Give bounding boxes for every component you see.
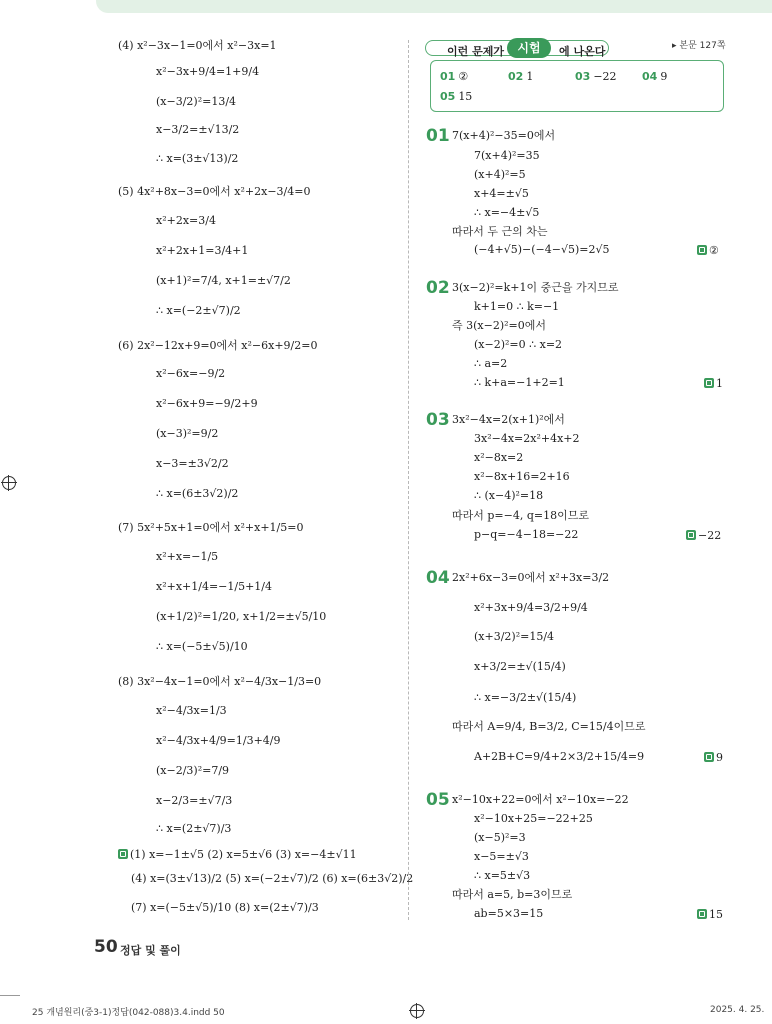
- left-line: (7) 5x²+5x+1=0에서 x²+x+1/5=0: [118, 521, 304, 534]
- solution-line: x²+3x+9/4=3/2+9/4: [474, 601, 588, 614]
- problem-number: 05: [426, 790, 450, 810]
- answer-summary-line: [118, 849, 357, 860]
- left-line: x²−4/3x=1/3: [156, 704, 227, 717]
- solution-line: 3(x−2)²=k+1이 중근을 가지므로: [452, 281, 619, 294]
- answer-icon: [118, 849, 128, 859]
- solution-line: 3x²−4x=2(x+1)²에서: [452, 413, 565, 426]
- solution-line: (−4+√5)−(−4−√5)=2√5: [474, 243, 610, 256]
- quick-answer-num: 02: [508, 70, 524, 83]
- footer-label: 정답 및 풀이: [120, 944, 181, 957]
- quick-answer: [440, 70, 468, 83]
- answer-icon: [704, 378, 714, 388]
- solution-line: 즉 3(x−2)²=0에서: [452, 319, 546, 332]
- print-date: 2025. 4. 25.: [710, 1005, 765, 1015]
- left-line: (x+1/2)²=1/20, x+1/2=±√5/10: [156, 610, 327, 623]
- left-line: x²−6x+9=−9/2+9: [156, 397, 258, 410]
- quick-answer-val: 1: [526, 70, 534, 83]
- left-line: ∴ x=(−5±√5)/10: [156, 640, 248, 653]
- column-divider: [408, 40, 409, 920]
- problem-answer: [697, 908, 723, 921]
- solution-line: x+3/2=±√(15/4): [474, 660, 566, 673]
- problem-answer: [697, 244, 719, 257]
- answer-summary-line: (4) x=(3±√13)/2 (5) x=(−2±√7)/2 (6) x=(6±3√2)/2: [131, 872, 414, 885]
- solution-line: (x−2)²=0 ∴ x=2: [474, 338, 563, 351]
- solution-line: k+1=0 ∴ k=−1: [474, 300, 560, 313]
- solution-line: p−q=−4−18=−22: [474, 528, 579, 541]
- top-band: [96, 0, 772, 13]
- left-line: (6) 2x²−12x+9=0에서 x²−6x+9/2=0: [118, 339, 318, 352]
- exam-box-title: [425, 38, 609, 60]
- solution-line: x−5=±√3: [474, 850, 529, 863]
- solution-line: 따라서 p=−4, q=18이므로: [452, 509, 589, 522]
- quick-answer-num: 05: [440, 90, 456, 103]
- registration-mark-icon: [410, 1004, 424, 1018]
- page-reference-text: 본문 127쪽: [679, 41, 726, 51]
- left-line: x²−4/3x+4/9=1/3+4/9: [156, 734, 281, 747]
- exam-answer-box: [430, 60, 724, 112]
- left-line: ∴ x=(2±√7)/3: [156, 822, 232, 835]
- problem-number: 02: [426, 278, 450, 298]
- left-line: x²+2x+1=3/4+1: [156, 244, 249, 257]
- problem-answer-value: ②: [709, 244, 719, 257]
- left-line: x²+x=−1/5: [156, 550, 219, 563]
- solution-line: 따라서 A=9/4, B=3/2, C=15/4이므로: [452, 720, 646, 733]
- answer-icon: [697, 245, 707, 255]
- solution-line: A+2B+C=9/4+2×3/2+15/4=9: [474, 750, 645, 763]
- solution-line: ∴ k+a=−1+2=1: [474, 376, 565, 389]
- solution-line: ∴ (x−4)²=18: [474, 489, 544, 502]
- answer-summary-text: (1) x=−1±√5 (2) x=5±√6 (3) x=−4±√11: [130, 848, 357, 861]
- left-line: (5) 4x²+8x−3=0에서 x²+2x−3/4=0: [118, 185, 311, 198]
- exam-box-title-pill: 시험: [507, 38, 551, 58]
- left-line: (4) x²−3x−1=0에서 x²−3x=1: [118, 39, 277, 52]
- quick-answer-num: 03: [575, 70, 591, 83]
- solution-line: 7(x+4)²=35: [474, 149, 540, 162]
- solution-line: x²−8x=2: [474, 451, 524, 464]
- left-line: ∴ x=(6±3√2)/2: [156, 487, 239, 500]
- problem-number: 01: [426, 126, 450, 146]
- problem-answer: [686, 529, 721, 542]
- quick-answer: [575, 70, 617, 83]
- left-line: ∴ x=(3±√13)/2: [156, 152, 239, 165]
- solution-line: ab=5×3=15: [474, 907, 544, 920]
- quick-answer-num: 04: [642, 70, 658, 83]
- quick-answer: [642, 70, 667, 83]
- problem-answer-value: 9: [716, 751, 723, 764]
- quick-answer: [440, 90, 472, 103]
- solution-line: 2x²+6x−3=0에서 x²+3x=3/2: [452, 571, 610, 584]
- solution-line: 따라서 a=5, b=3이므로: [452, 888, 573, 901]
- problem-answer-value: −22: [698, 529, 722, 542]
- left-line: (8) 3x²−4x−1=0에서 x²−4/3x−1/3=0: [118, 675, 322, 688]
- solution-line: (x+3/2)²=15/4: [474, 630, 555, 643]
- solution-line: 따라서 두 근의 차는: [452, 225, 548, 238]
- registration-mark-icon: [2, 476, 16, 490]
- solution-line: x²−8x+16=2+16: [474, 470, 570, 483]
- solution-line: (x+4)²=5: [474, 168, 526, 181]
- crop-line: [0, 995, 20, 996]
- left-line: x−3=±3√2/2: [156, 457, 229, 470]
- left-line: ∴ x=(−2±√7)/2: [156, 304, 241, 317]
- problem-answer-value: 1: [716, 377, 723, 390]
- answer-icon: [697, 909, 707, 919]
- left-line: (x−3)²=9/2: [156, 427, 219, 440]
- left-line: x²−3x+9/4=1+9/4: [156, 65, 260, 78]
- quick-answer-val: −22: [593, 70, 617, 83]
- problem-answer: [704, 751, 723, 764]
- solution-line: ∴ x=−4±√5: [474, 206, 540, 219]
- exam-box-title-pre: 이런 문제가: [447, 45, 504, 58]
- answer-icon: [704, 752, 714, 762]
- quick-answer: [508, 70, 533, 83]
- answer-summary-line: (7) x=(−5±√5)/10 (8) x=(2±√7)/3: [131, 901, 319, 914]
- print-slug: 25 개념원리(중3-1)정답(042-088)3.4.indd 50: [32, 1008, 225, 1018]
- solution-line: ∴ a=2: [474, 357, 508, 370]
- left-line: (x+1)²=7/4, x+1=±√7/2: [156, 274, 291, 287]
- problem-answer: [704, 377, 723, 390]
- quick-answer-val: 9: [660, 70, 668, 83]
- left-line: x−2/3=±√7/3: [156, 794, 233, 807]
- solution-line: x+4=±√5: [474, 187, 529, 200]
- quick-answer-val: 15: [458, 90, 473, 103]
- problem-answer-value: 15: [709, 908, 723, 921]
- solution-line: x²−10x+25=−22+25: [474, 812, 593, 825]
- answer-icon: [686, 530, 696, 540]
- left-line: (x−2/3)²=7/9: [156, 764, 230, 777]
- left-line: (x−3/2)²=13/4: [156, 95, 237, 108]
- exam-box-title-post: 에 나온다: [559, 45, 606, 58]
- solution-line: ∴ x=5±√3: [474, 869, 531, 882]
- solution-line: 3x²−4x=2x²+4x+2: [474, 432, 580, 445]
- left-line: x²+2x=3/4: [156, 214, 216, 227]
- quick-answer-val: ②: [458, 70, 469, 83]
- solution-line: x²−10x+22=0에서 x²−10x=−22: [452, 793, 629, 806]
- solution-line: ∴ x=−3/2±√(15/4): [474, 691, 577, 704]
- page-number: 50: [94, 937, 118, 957]
- quick-answer-num: 01: [440, 70, 456, 83]
- solution-line: (x−5)²=3: [474, 831, 526, 844]
- left-line: x²+x+1/4=−1/5+1/4: [156, 580, 273, 593]
- problem-number: 04: [426, 568, 450, 588]
- problem-number: 03: [426, 410, 450, 430]
- left-line: x−3/2=±√13/2: [156, 123, 240, 136]
- page-reference: ▸ 본문 127쪽: [672, 41, 726, 51]
- solution-line: 7(x+4)²−35=0에서: [452, 129, 556, 142]
- left-line: x²−6x=−9/2: [156, 367, 226, 380]
